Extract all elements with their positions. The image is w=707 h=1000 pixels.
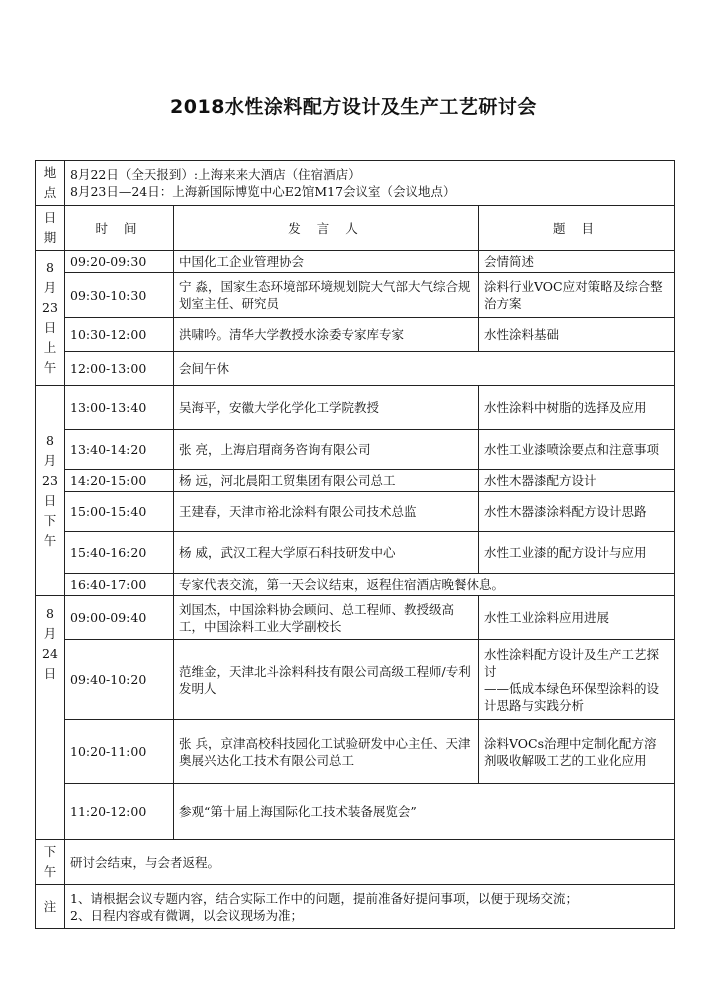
day-label-24 [36, 596, 65, 840]
speaker-cell: 会间午休 [174, 352, 675, 386]
table-row [36, 840, 675, 885]
table-row [36, 318, 675, 352]
topic-cell: 水性工业漆的配方设计与应用 [479, 532, 675, 574]
vertical-text: 下 午 [43, 844, 57, 879]
topic-cell: 水性木器漆配方设计 [479, 470, 675, 492]
vertical-text: 8 月 23 日 上 午 [42, 260, 58, 375]
topic-line: ——低成本绿色环保型涂料的设计思路与实践分析 [484, 680, 660, 713]
time-cell: 11:20-12:00 [65, 784, 174, 840]
speaker-cell: 中国化工企业管理协会 [174, 251, 479, 273]
table-row [36, 386, 675, 430]
speaker-cell: 王建春，天津市裕北涂料有限公司技术总监 [174, 492, 479, 532]
vertical-text: 地 点 [43, 165, 57, 200]
time-cell: 12:00-13:00 [65, 352, 174, 386]
time-cell: 15:00-15:40 [65, 492, 174, 532]
table-row [36, 720, 675, 784]
time-cell: 14:20-15:00 [65, 470, 174, 492]
speaker-cell: 范维金，天津北斗涂料科技有限公司高级工程师/专利发明人 [174, 640, 479, 720]
venue-line-1: 8月22日（全天报到）:上海来来大酒店（住宿酒店） [70, 167, 361, 182]
venue-row [36, 161, 675, 206]
table-row [36, 784, 675, 840]
time-cell: 13:00-13:40 [65, 386, 174, 430]
speaker-cell: 杨 远，河北晨阳工贸集团有限公司总工 [174, 470, 479, 492]
header-row [36, 206, 675, 251]
schedule-table [35, 160, 675, 929]
time-cell: 09:40-10:20 [65, 640, 174, 720]
topic-line: 水性涂料配方设计及生产工艺探讨 [484, 646, 660, 679]
speaker-cell: 杨 威，武汉工程大学原石科技研发中心 [174, 532, 479, 574]
notes-label [36, 885, 65, 929]
time-cell: 13:40-14:20 [65, 430, 174, 470]
topic-cell: 会情简述 [479, 251, 675, 273]
time-cell: 10:20-11:00 [65, 720, 174, 784]
table-row [36, 596, 675, 640]
page-title: 2018水性涂料配方设计及生产工艺研讨会 [170, 96, 537, 118]
closing-cell: 研讨会结束，与会者返程。 [65, 840, 675, 885]
table-row [36, 532, 675, 574]
topic-cell: 水性工业涂料应用进展 [479, 596, 675, 640]
topic-cell: 水性涂料中树脂的选择及应用 [479, 386, 675, 430]
time-cell: 16:40-17:00 [65, 574, 174, 596]
time-cell: 09:20-09:30 [65, 251, 174, 273]
topic-cell: 水性涂料基础 [479, 318, 675, 352]
day-label-pm23 [36, 386, 65, 596]
speaker-cell: 张 亮，上海启瑁商务咨询有限公司 [174, 430, 479, 470]
table-row [36, 574, 675, 596]
topic-cell [479, 640, 675, 720]
table-row [36, 492, 675, 532]
time-cell: 09:30-10:30 [65, 273, 174, 318]
vertical-text: 8 月 24 日 [42, 606, 58, 681]
speaker-cell: 洪啸吟。清华大学教授水涂委专家库专家 [174, 318, 479, 352]
speaker-cell: 张 兵，京津高校科技园化工试验研发中心主任、天津奥展兴达化工技术有限公司总工 [174, 720, 479, 784]
topic-cell: 涂料VOCs治理中定制化配方溶剂吸收解吸工艺的工业化应用 [479, 720, 675, 784]
header-date [36, 206, 65, 251]
day-label-am23 [36, 251, 65, 386]
speaker-cell: 宁 淼，国家生态环境部环境规划院大气部大气综合规划室主任、研究员 [174, 273, 479, 318]
time-cell: 10:30-12:00 [65, 318, 174, 352]
speaker-cell: 吴海平，安徽大学化学化工学院教授 [174, 386, 479, 430]
note-line: 1、请根据会议专题内容，结合实际工作中的问题，提前准备好提问事项，以便于现场交流； [70, 890, 578, 906]
vertical-text: 8 月 23 日 下 午 [42, 432, 58, 548]
header-topic: 题 目 [479, 206, 675, 251]
venue-line-2: 8月23日—24日：上海新国际博览中心E2馆M17会议室（会议地点） [70, 184, 456, 199]
venue-label [36, 161, 65, 206]
topic-cell: 水性工业漆喷涂要点和注意事项 [479, 430, 675, 470]
notes-row [36, 885, 675, 929]
time-cell: 09:00-09:40 [65, 596, 174, 640]
topic-cell: 水性木器漆涂料配方设计思路 [479, 492, 675, 532]
notes-cell [65, 885, 675, 929]
header-time: 时 间 [65, 206, 174, 251]
day-label-pm24 [36, 840, 65, 885]
table-row [36, 251, 675, 273]
table-row [36, 273, 675, 318]
note-line: 2、日程内容或有微调，以会议现场为准； [70, 907, 303, 923]
venue-info [65, 161, 675, 206]
speaker-cell: 专家代表交流，第一天会议结束，返程住宿酒店晚餐休息。 [174, 574, 675, 596]
table-row [36, 352, 675, 386]
table-row [36, 430, 675, 470]
time-cell: 15:40-16:20 [65, 532, 174, 574]
table-row [36, 640, 675, 720]
table-row [36, 470, 675, 492]
speaker-cell: 参观“第十届上海国际化工技术装备展览会” [174, 784, 675, 840]
vertical-text: 日 期 [43, 210, 57, 245]
topic-cell: 涂料行业VOC应对策略及综合整治方案 [479, 273, 675, 318]
header-speaker: 发 言 人 [174, 206, 479, 251]
vertical-text: 注 [43, 898, 57, 914]
speaker-cell: 刘国杰，中国涂料协会顾问、总工程师、教授级高工，中国涂料工业大学副校长 [174, 596, 479, 640]
